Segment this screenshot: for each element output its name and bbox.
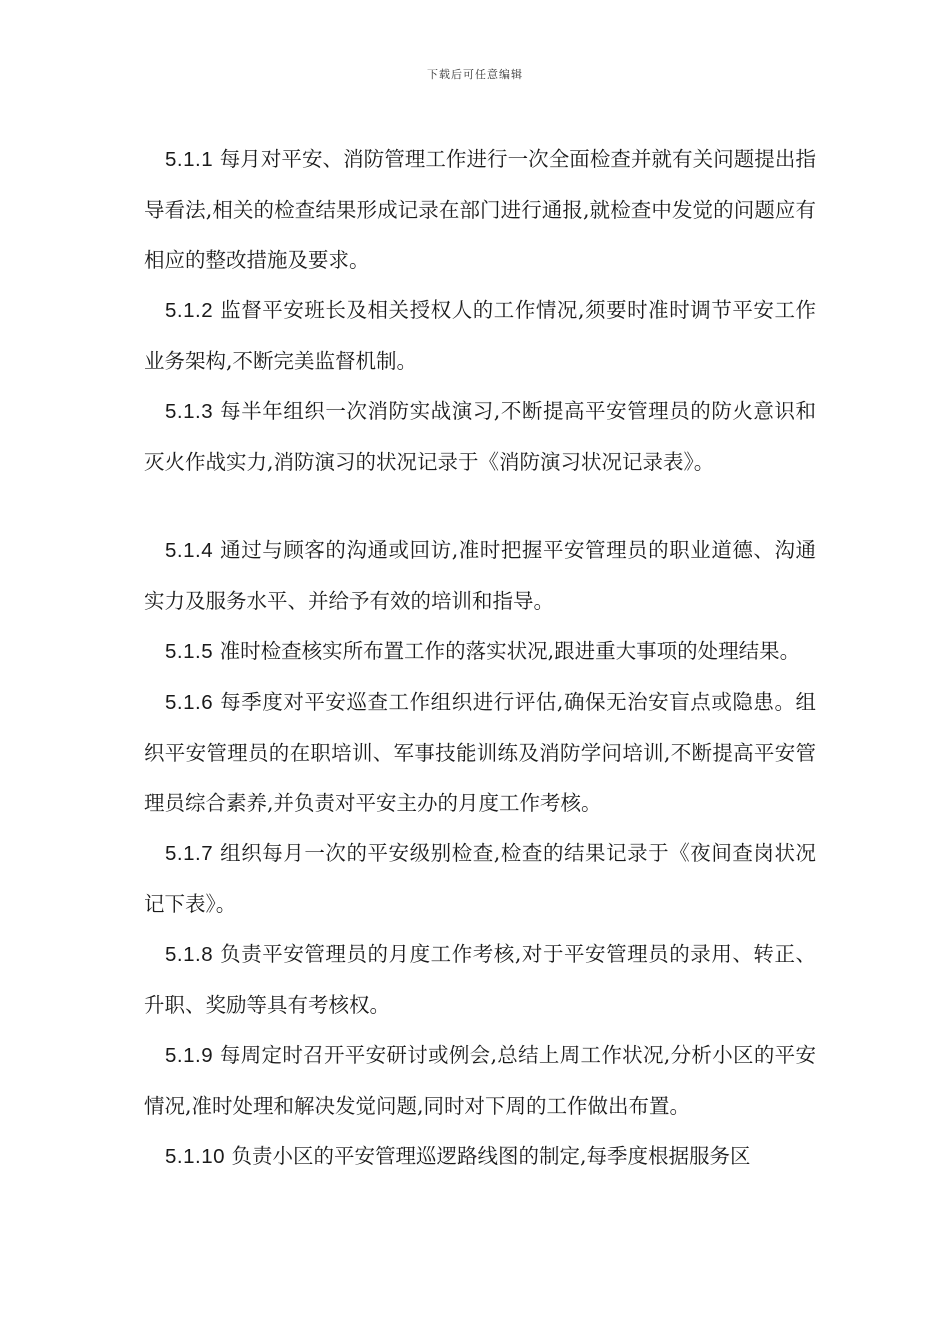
clause-number: 5.1.10 <box>165 1145 225 1168</box>
clause-number: 5.1.3 <box>165 400 214 423</box>
clause-number: 5.1.8 <box>165 943 214 966</box>
paragraph-5-1-2 <box>144 285 816 386</box>
clause-number: 5.1.1 <box>165 148 214 171</box>
paragraph-5-1-8 <box>144 929 816 1030</box>
clause-text: 每半年组织一次消防实战演习,不断提高平安管理员的防火意识和灭火作战实力,消防演习的状况记录于《消防演习状况记录表》。 <box>144 399 816 474</box>
clause-number: 5.1.9 <box>165 1044 214 1067</box>
clause-number: 5.1.5 <box>165 640 214 663</box>
clause-number: 5.1.2 <box>165 299 214 322</box>
clause-text: 每周定时召开平安研讨或例会,总结上周工作状况,分析小区的平安情况,准时处理和解决发觉问题,同时对下周的工作做出布置。 <box>144 1043 816 1118</box>
paragraph-5-1-6 <box>144 677 816 828</box>
paragraph-5-1-1 <box>144 134 816 285</box>
clause-text: 监督平安班长及相关授权人的工作情况,须要时准时调节平安工作业务架构,不断完美监督机制。 <box>144 298 816 373</box>
clause-text: 通过与顾客的沟通或回访,准时把握平安管理员的职业道德、沟通实力及服务水平、并给予有效的培训和指导。 <box>144 538 816 613</box>
clause-text: 每季度对平安巡查工作组织进行评估,确保无治安盲点或隐患。组织平安管理员的在职培训、军事技能训练及消防学问培训,不断提高平安管理员综合素养,并负责对平安主办的月度工作考核。 <box>144 690 816 815</box>
clause-text: 每月对平安、消防管理工作进行一次全面检查并就有关问题提出指导看法,相关的检查结果形成记录在部门进行通报,就检查中发觉的问题应有相应的整改措施及要求。 <box>144 147 816 272</box>
document-body <box>144 134 816 1182</box>
paragraph-5-1-5 <box>144 626 816 677</box>
paragraph-5-1-4 <box>144 525 816 626</box>
clause-text: 组织每月一次的平安级别检查,检查的结果记录于《夜间查岗状况记下表》。 <box>144 841 816 916</box>
paragraph-5-1-3 <box>144 386 816 487</box>
clause-text: 负责平安管理员的月度工作考核,对于平安管理员的录用、转正、升职、奖励等具有考核权。 <box>144 942 816 1017</box>
paragraph-gap <box>144 487 816 525</box>
clause-number: 5.1.7 <box>165 842 214 865</box>
clause-text: 负责小区的平安管理巡逻路线图的制定,每季度根据服务区 <box>225 1144 751 1168</box>
clause-number: 5.1.6 <box>165 691 214 714</box>
clause-text: 准时检查核实所布置工作的落实状况,跟进重大事项的处理结果。 <box>213 639 801 663</box>
clause-number: 5.1.4 <box>165 539 214 562</box>
paragraph-5-1-10 <box>144 1131 816 1182</box>
header-note: 下载后可任意编辑 <box>427 68 523 81</box>
paragraph-5-1-9 <box>144 1030 816 1131</box>
paragraph-5-1-7 <box>144 828 816 929</box>
